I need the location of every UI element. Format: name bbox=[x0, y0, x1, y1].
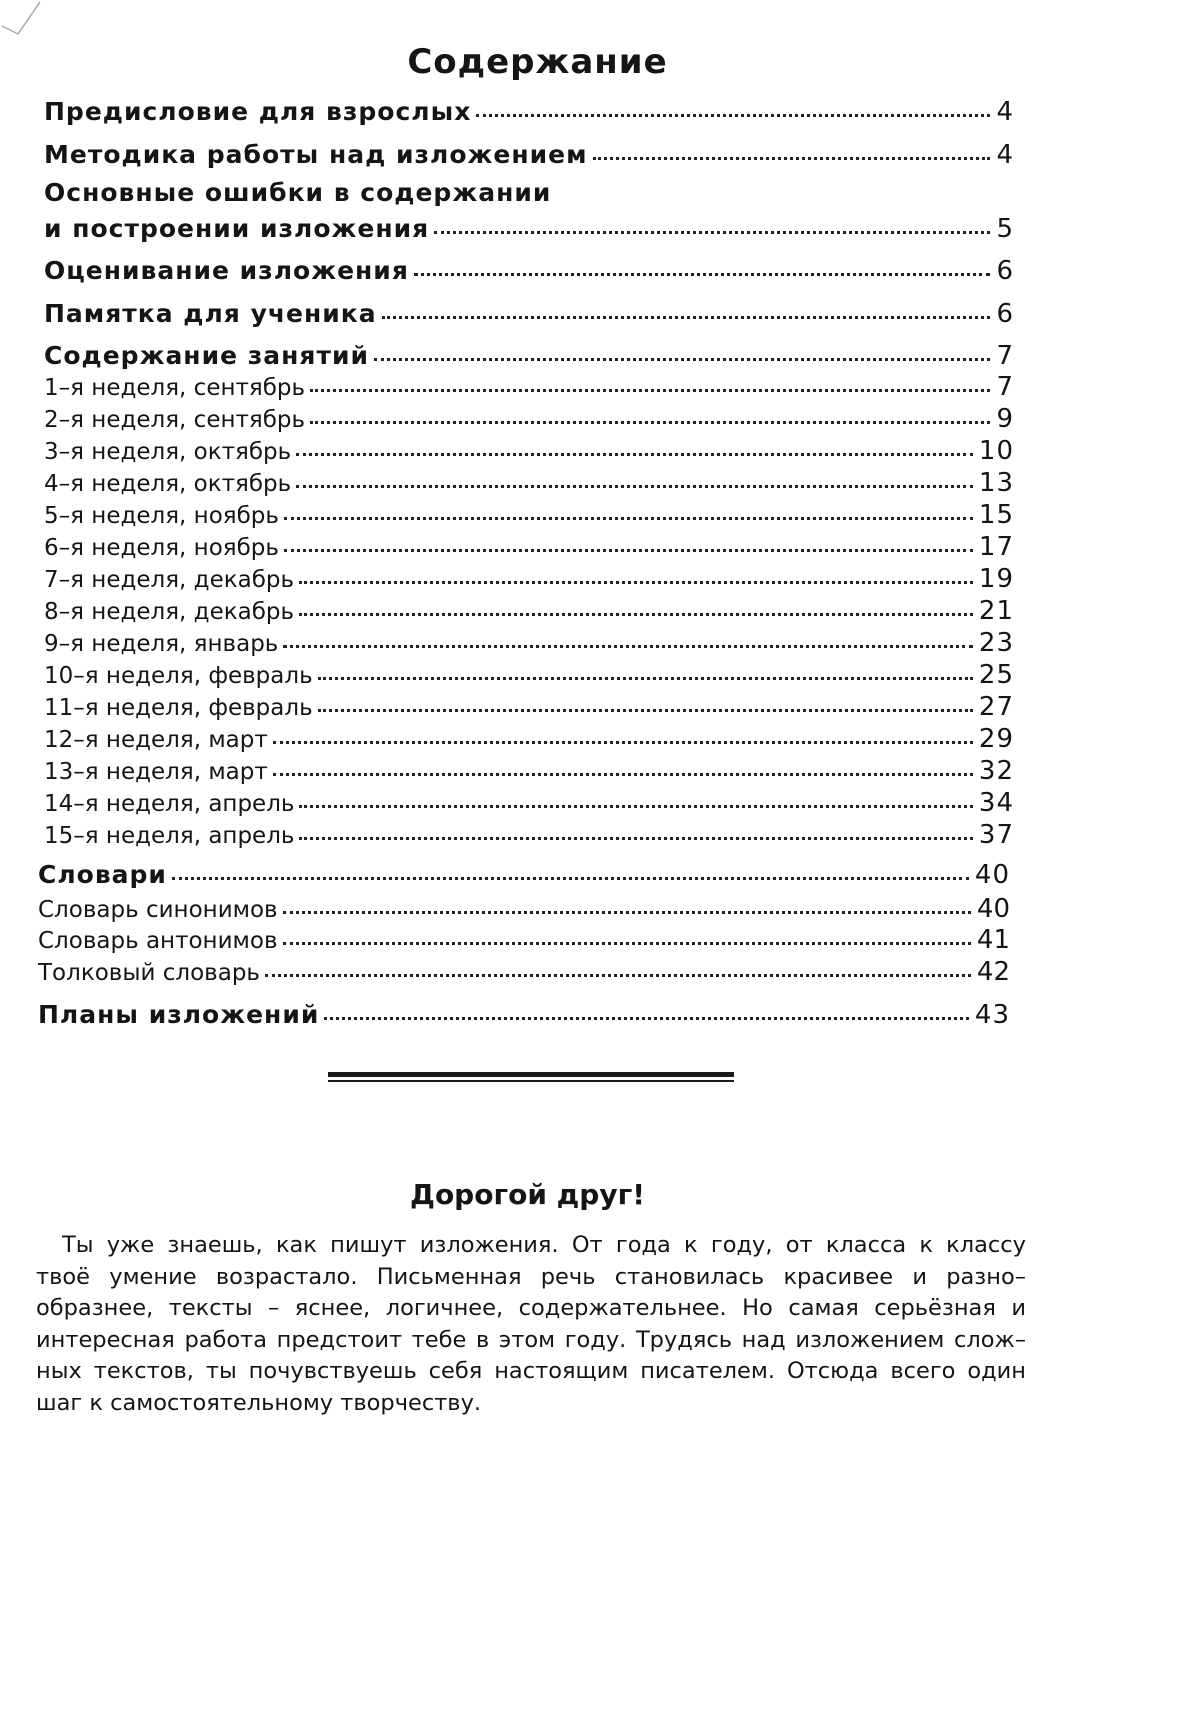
toc-entry-title: Словарь антонимов bbox=[38, 928, 278, 954]
toc-entry-page: 17 bbox=[978, 532, 1014, 562]
toc-leader bbox=[284, 549, 973, 552]
toc-leader bbox=[318, 709, 973, 712]
toc-leader bbox=[299, 805, 972, 808]
toc-entry-page: 41 bbox=[976, 925, 1010, 955]
toc-entry-title: Методика работы над изложением bbox=[44, 140, 588, 169]
toc-leader bbox=[299, 581, 973, 584]
toc-entry[interactable] bbox=[44, 372, 1014, 402]
toc-entry[interactable] bbox=[44, 97, 1014, 127]
toc-leader bbox=[310, 421, 990, 424]
toc-entry-title: 8–я неделя, декабрь bbox=[44, 599, 295, 625]
toc-leader bbox=[284, 517, 973, 520]
toc-entry-page: 42 bbox=[976, 957, 1010, 987]
toc-entry-page: 21 bbox=[978, 596, 1014, 626]
toc-entry[interactable] bbox=[38, 925, 1010, 955]
toc-leader bbox=[273, 773, 973, 776]
toc-entry-title: 10–я неделя, февраль bbox=[44, 663, 313, 689]
letter-line: шаг к самостоятельному творчеству. bbox=[36, 1389, 482, 1416]
toc-entry-page: 15 bbox=[978, 500, 1014, 530]
toc-leader bbox=[382, 316, 991, 319]
toc-entry[interactable] bbox=[44, 140, 1014, 170]
toc-entry-page: 23 bbox=[978, 628, 1014, 658]
toc-entry-title: и построении изложения bbox=[44, 214, 430, 243]
toc-entry-page: 19 bbox=[978, 564, 1014, 594]
toc-entry[interactable] bbox=[44, 341, 1014, 371]
toc-leader bbox=[299, 613, 973, 616]
toc-entry-title: 11–я неделя, февраль bbox=[44, 695, 313, 721]
toc-entry-title: Содержание занятий bbox=[44, 341, 370, 370]
toc-leader bbox=[324, 1017, 969, 1020]
toc-leader bbox=[414, 273, 991, 276]
toc-entry-title: 2–я неделя, сентябрь bbox=[44, 407, 306, 433]
toc-leader bbox=[283, 911, 971, 914]
toc-entry[interactable] bbox=[44, 596, 1014, 626]
toc-leader bbox=[283, 645, 973, 648]
letter-line: интересная работа предстоит тебе в этом году. Трудясь над изложением слож– bbox=[36, 1326, 1026, 1353]
toc-entry-page: 25 bbox=[978, 660, 1014, 690]
toc-leader bbox=[172, 877, 969, 880]
toc-entry-title: 1–я неделя, сентябрь bbox=[44, 375, 306, 401]
toc-entry-title: 15–я неделя, апрель bbox=[44, 823, 295, 849]
toc-entry[interactable] bbox=[44, 692, 1014, 722]
toc-leader bbox=[296, 485, 973, 488]
toc-entry-page: 7 bbox=[996, 372, 1014, 402]
toc-entry-title: 3–я неделя, октябрь bbox=[44, 439, 292, 465]
toc-entry[interactable] bbox=[44, 788, 1014, 818]
toc-leader bbox=[310, 389, 990, 392]
toc-entry-title: 6–я неделя, ноябрь bbox=[44, 535, 279, 561]
toc-entry[interactable] bbox=[44, 404, 1014, 434]
section-divider bbox=[328, 1072, 734, 1083]
toc-entry-page: 4 bbox=[996, 140, 1014, 170]
toc-leader bbox=[374, 358, 990, 361]
toc-entry-page: 32 bbox=[978, 756, 1014, 786]
toc-entry-title-line1: Основные ошибки в содержании bbox=[44, 178, 552, 207]
letter-line: твоё умение возрастало. Письменная речь становилась красивее и разно– bbox=[36, 1263, 1026, 1290]
toc-entry-page: 6 bbox=[996, 299, 1014, 329]
toc-entry-page: 34 bbox=[978, 788, 1014, 818]
letter-line: образнее, тексты – яснее, логичнее, содержательнее. Но самая серьёзная и bbox=[36, 1295, 1026, 1321]
toc-entry[interactable] bbox=[44, 299, 1014, 329]
toc-entry[interactable] bbox=[44, 564, 1014, 594]
toc-entry[interactable] bbox=[44, 500, 1014, 530]
toc-entry-page: 29 bbox=[978, 724, 1014, 754]
toc-leader bbox=[265, 974, 971, 977]
toc-leader bbox=[296, 453, 973, 456]
toc-entry-title: 4–я неделя, октябрь bbox=[44, 471, 292, 497]
letter-title: Дорогой друг! bbox=[410, 1178, 645, 1211]
toc-entry[interactable] bbox=[44, 178, 1014, 244]
toc-entry-page: 5 bbox=[996, 214, 1014, 244]
toc-entry[interactable] bbox=[44, 468, 1014, 498]
toc-entry-title: Словарь синонимов bbox=[38, 897, 278, 923]
toc-entry-title: 13–я неделя, март bbox=[44, 759, 268, 785]
toc-entry-title: 9–я неделя, январь bbox=[44, 631, 279, 657]
toc-entry-page: 40 bbox=[974, 860, 1010, 890]
toc-leader bbox=[434, 231, 990, 234]
toc-entry[interactable] bbox=[44, 628, 1014, 658]
toc-entry-title: Предисловие для взрослых bbox=[44, 97, 472, 126]
toc-entry-page: 7 bbox=[996, 341, 1014, 371]
toc-entry-title: Толковый словарь bbox=[38, 960, 260, 986]
toc-entry-page: 4 bbox=[996, 97, 1014, 127]
toc-entry-page: 37 bbox=[978, 820, 1014, 850]
toc-entry-title: Оценивание изложения bbox=[44, 256, 409, 285]
toc-entry-page: 40 bbox=[976, 894, 1010, 924]
letter-line: Ты уже знаешь, как пишут изложения. От года к году, от класса к классу bbox=[62, 1232, 1026, 1258]
toc-leader bbox=[318, 677, 973, 680]
toc-leader bbox=[273, 741, 973, 744]
toc-entry-title: Памятка для ученика bbox=[44, 299, 377, 328]
toc-entry[interactable] bbox=[44, 820, 1014, 850]
toc-leader bbox=[593, 157, 991, 160]
toc-entry-page: 27 bbox=[978, 692, 1014, 722]
toc-entry[interactable] bbox=[44, 756, 1014, 786]
toc-entry-title: 12–я неделя, март bbox=[44, 727, 268, 753]
toc-entry[interactable] bbox=[38, 860, 1010, 890]
toc-entry-page: 9 bbox=[996, 404, 1014, 434]
toc-entry[interactable] bbox=[44, 660, 1014, 690]
toc-entry[interactable] bbox=[38, 1000, 1010, 1030]
toc-entry[interactable] bbox=[38, 894, 1010, 924]
letter-line: ных текстов, ты почувствуешь себя настоящим писателем. Отсюда всего один bbox=[36, 1358, 1026, 1384]
toc-entry-title: 14–я неделя, апрель bbox=[44, 791, 295, 817]
toc-entry-title: 7–я неделя, декабрь bbox=[44, 567, 295, 593]
toc-entry[interactable] bbox=[44, 256, 1014, 286]
letter-body bbox=[36, 1230, 1026, 1419]
toc-entry[interactable] bbox=[44, 436, 1014, 466]
toc-entry-page: 13 bbox=[978, 468, 1014, 498]
toc-entry[interactable] bbox=[38, 957, 1010, 987]
toc-entry-page: 6 bbox=[996, 256, 1014, 286]
toc-entry[interactable] bbox=[44, 724, 1014, 754]
toc-title: Содержание bbox=[407, 42, 668, 82]
toc-entry[interactable] bbox=[44, 532, 1014, 562]
toc-leader bbox=[283, 942, 971, 945]
toc-entry-title: Планы изложений bbox=[38, 1000, 320, 1029]
toc-leader bbox=[476, 114, 990, 117]
toc-leader bbox=[299, 837, 972, 840]
toc-entry-title: 5–я неделя, ноябрь bbox=[44, 503, 279, 529]
toc-entry-page: 10 bbox=[978, 436, 1014, 466]
toc-entry-title: Словари bbox=[38, 860, 167, 889]
toc-entry-page: 43 bbox=[974, 1000, 1010, 1030]
